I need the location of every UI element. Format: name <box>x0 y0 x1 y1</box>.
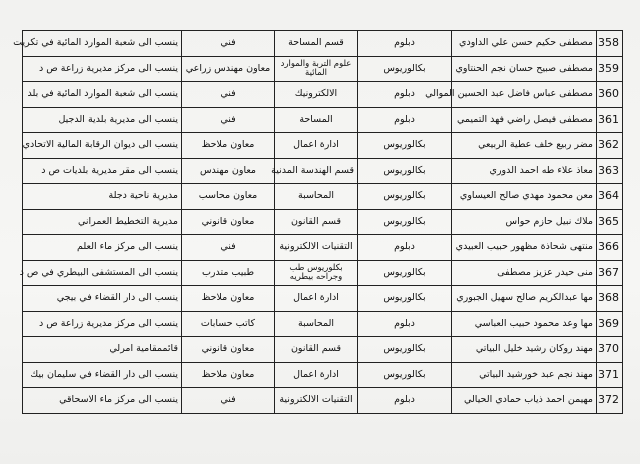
specialization: قسم القانون <box>275 337 358 363</box>
row-number: 367 <box>597 260 623 286</box>
employee-name: مضر ربيع خلف عطية الربيعي <box>452 133 597 159</box>
table-row <box>23 260 623 286</box>
job-title: معاون قانوني <box>182 337 275 363</box>
employee-name: معاذ علاء طه احمد الدوري <box>452 158 597 184</box>
job-title: فني <box>182 31 275 57</box>
row-number: 369 <box>597 311 623 337</box>
certificate: بكالوريوس <box>358 362 452 388</box>
assignment-note: ينسب الى مديرية بلدية الدجيل <box>23 107 182 133</box>
job-title: فني <box>182 82 275 108</box>
employee-name: مصطفى عباس فاضل عبد الحسين الموالي <box>452 82 597 108</box>
specialization: ادارة اعمال <box>275 286 358 312</box>
specialization: المساحة <box>275 107 358 133</box>
job-title: فني <box>182 107 275 133</box>
certificate: دبلوم <box>358 31 452 57</box>
assignment-note: قائممقامية امرلي <box>23 337 182 363</box>
employee-name: مصطفى صبيح حسان نجم الحنتاوي <box>452 56 597 82</box>
employee-name: معن محمود مهدي صالح العيساوي <box>452 184 597 210</box>
row-number: 366 <box>597 235 623 261</box>
job-title: طبيب متدرب <box>182 260 275 286</box>
certificate: بكالوريوس <box>358 260 452 286</box>
assignment-note: ينسب الى مركز مديرية زراعة ص د <box>23 56 182 82</box>
assignment-note: ينسب الى مركز مديرية زراعة ص د <box>23 311 182 337</box>
assignment-note: ينسب الى ديوان الرقابة المالية الاتحادي <box>23 133 182 159</box>
certificate: بكالوريوس <box>358 209 452 235</box>
employee-name: مهند نجم عبد خورشيد البياتي <box>452 362 597 388</box>
employee-name: مهند روكان رشيد خليل البياتي <box>452 337 597 363</box>
assignment-note: مديرية ناحية دجلة <box>23 184 182 210</box>
employee-name: مصطفى فيصل راضي فهد التميمي <box>452 107 597 133</box>
job-title: معاون ملاحظ <box>182 286 275 312</box>
row-number: 360 <box>597 82 623 108</box>
assignment-note: ينسب الى مركز ماء العلم <box>23 235 182 261</box>
table-row <box>23 337 623 363</box>
job-title: معاون ملاحظ <box>182 133 275 159</box>
specialization: ادارة اعمال <box>275 133 358 159</box>
assignment-note: ينسب الى دار القضاء في سليمان بيك <box>23 362 182 388</box>
job-title: كاتب حسابات <box>182 311 275 337</box>
assignment-note: ينسب الى مقر مديرية بلديات ص د <box>23 158 182 184</box>
table-row <box>23 388 623 414</box>
table-row <box>23 56 623 82</box>
certificate: دبلوم <box>358 388 452 414</box>
certificate: بكالوريوس <box>358 133 452 159</box>
assignment-note: ينسب الى دار القضاء في بيجي <box>23 286 182 312</box>
table-row <box>23 362 623 388</box>
table-row <box>23 209 623 235</box>
assignment-note: مديرية التخطيط العمراني <box>23 209 182 235</box>
employee-name: مها وعد محمود حبيب العباسي <box>452 311 597 337</box>
row-number: 363 <box>597 158 623 184</box>
row-number: 370 <box>597 337 623 363</box>
job-title: معاون مهندس <box>182 158 275 184</box>
row-number: 361 <box>597 107 623 133</box>
job-title: معاون ملاحظ <box>182 362 275 388</box>
row-number: 368 <box>597 286 623 312</box>
assignment-note: ينسب الى مركز ماء الاسحاقي <box>23 388 182 414</box>
job-title: معاون مهندس زراعي <box>182 56 275 82</box>
table-row <box>23 82 623 108</box>
certificate: بكالوريوس <box>358 184 452 210</box>
employee-table-body <box>13 31 623 414</box>
table-row <box>23 311 623 337</box>
certificate: بكالوريوس <box>358 337 452 363</box>
employee-name: منتهى شحاذة مظهور حبيب العبيدي <box>452 235 597 261</box>
specialization: التقنيات الالكترونية <box>275 388 358 414</box>
job-title: معاون محاسب <box>182 184 275 210</box>
row-number: 358 <box>597 31 623 57</box>
table-row <box>23 286 623 312</box>
table-row <box>23 133 623 159</box>
job-title: فني <box>182 388 275 414</box>
specialization: ادارة اعمال <box>275 362 358 388</box>
specialization: المحاسبة <box>275 184 358 210</box>
specialization: قسم القانون <box>275 209 358 235</box>
certificate: بكالوريوس <box>358 56 452 82</box>
assignment-note: ينسب الى شعبة الموارد المائية في تكريت <box>23 31 182 57</box>
row-number: 372 <box>597 388 623 414</box>
certificate: بكالوريوس <box>358 158 452 184</box>
specialization: قسم المساحة <box>275 31 358 57</box>
specialization: بكلوريوس طب وجراحه بيطريه <box>275 260 358 286</box>
certificate: دبلوم <box>358 82 452 108</box>
assignment-note: ينسب الى شعبة الموارد المائية في بلد <box>23 82 182 108</box>
table-row <box>23 107 623 133</box>
specialization: قسم الهندسة المدنية <box>275 158 358 184</box>
row-number: 362 <box>597 133 623 159</box>
table-row <box>23 31 623 57</box>
certificate: بكالوريوس <box>358 286 452 312</box>
certificate: دبلوم <box>358 235 452 261</box>
employee-name: ملاك نبيل حازم حواس <box>452 209 597 235</box>
employee-name: مها عبدالكريم صالح سهيل الجبوري <box>452 286 597 312</box>
assignment-note: ينسب الى المستشفى البيطري في ص د <box>23 260 182 286</box>
row-number: 371 <box>597 362 623 388</box>
row-number: 365 <box>597 209 623 235</box>
specialization: المحاسبة <box>275 311 358 337</box>
table-row <box>23 158 623 184</box>
employee-table <box>13 30 623 414</box>
row-number: 359 <box>597 56 623 82</box>
specialization: التقنيات الالكترونية <box>275 235 358 261</box>
row-number: 364 <box>597 184 623 210</box>
certificate: دبلوم <box>358 107 452 133</box>
employee-name: مصطفى حكيم حسن علي الداودي <box>452 31 597 57</box>
table-row <box>23 235 623 261</box>
employee-name: مهيمن احمد ذياب حمادي الحيالي <box>452 388 597 414</box>
job-title: فني <box>182 235 275 261</box>
job-title: معاون قانوني <box>182 209 275 235</box>
specialization: الالكترونيك <box>275 82 358 108</box>
table-row <box>23 184 623 210</box>
specialization: علوم التربة والموارد المائية <box>275 56 358 82</box>
certificate: دبلوم <box>358 311 452 337</box>
employee-name: منى حيدر عزيز مصطفى <box>452 260 597 286</box>
